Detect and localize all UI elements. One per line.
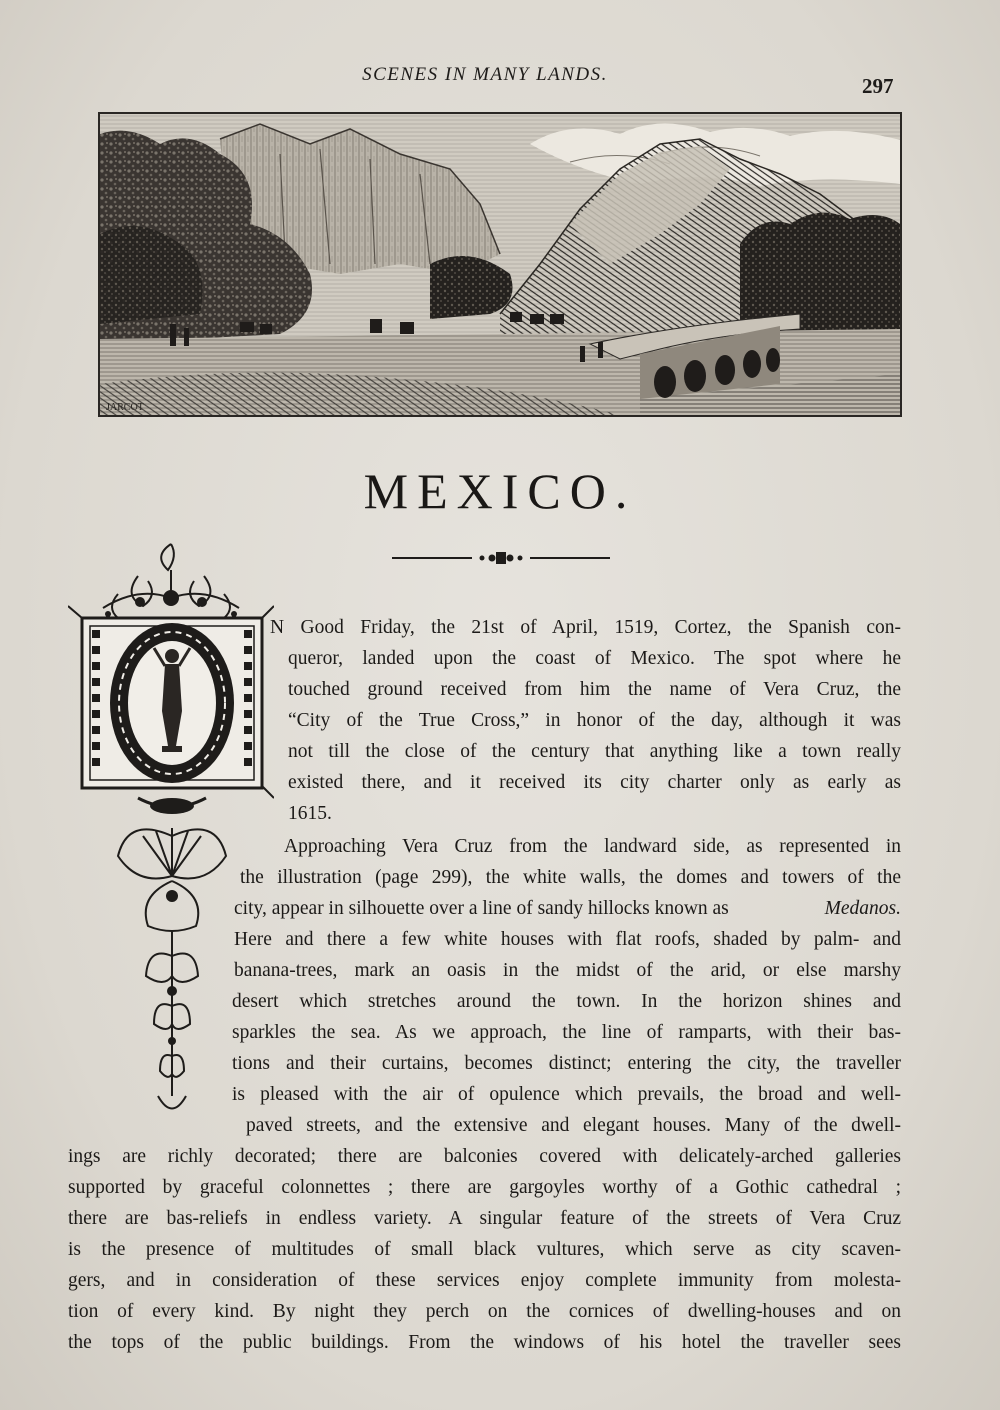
text-line: tions and their curtains, becomes distinct; entering the city, the traveller <box>232 1053 901 1074</box>
ornamental-rule <box>392 548 610 568</box>
text-line: “City of the True Cross,” in honor of the day, although it was <box>288 710 901 731</box>
text-line: banana-trees, mark an oasis in the midst of the arid, or else marshy <box>234 960 901 981</box>
text-line: the illustration (page 299), the white walls, the domes and towers of the <box>240 867 901 888</box>
text-span: city, appear in silhouette over a line of sandy hillocks known as <box>234 898 729 919</box>
text-line: Here and there a few white houses with flat roofs, shaded by palm- and <box>234 929 901 950</box>
text-line: existed there, and it received its city charter only as early as <box>288 772 901 793</box>
text-line: touched ground received from him the name of Vera Cruz, the <box>288 679 901 700</box>
text-line: desert which stretches around the town. In the horizon shines and <box>232 991 901 1012</box>
text-line: supported by graceful colonnettes ; there are gargoyles worthy of a Gothic cathedral ; <box>68 1177 901 1198</box>
running-head: SCENES IN MANY LANDS. <box>362 64 608 85</box>
text-line: sparkles the sea. As we approach, the line of ramparts, with their bas- <box>232 1022 901 1043</box>
text-line: the tops of the public buildings. From the windows of his hotel the traveller sees <box>68 1332 901 1353</box>
text-line: N Good Friday, the 21st of April, 1519, Cortez, the Spanish con- <box>270 617 901 638</box>
engraving-art <box>100 114 900 415</box>
text-line <box>234 898 901 920</box>
text-line: ings are richly decorated; there are balconies covered with delicately-arched galleries <box>68 1146 901 1167</box>
text-line: paved streets, and the extensive and elegant houses. Many of the dwell- <box>246 1115 901 1136</box>
text-line: gers, and in consideration of these services enjoy complete immunity from molesta- <box>68 1270 901 1291</box>
engraver-signature: JARCOT <box>106 402 144 413</box>
page-number: 297 <box>862 74 894 98</box>
text-line: 1615. <box>288 803 332 824</box>
text-line: there are bas-reliefs in endless variety. A singular feature of the streets of Vera Cruz <box>68 1208 901 1229</box>
text-line: is pleased with the air of opulence which prevails, the broad and well- <box>232 1084 901 1105</box>
italic-term: Medanos. <box>824 898 901 919</box>
landscape-engraving <box>98 112 902 417</box>
text-line: not till the close of the century that anything like a town really <box>288 741 901 762</box>
text-line: queror, landed upon the coast of Mexico. The spot where he <box>288 648 901 669</box>
text-line: tion of every kind. By night they perch on the cornices of dwelling-houses and on <box>68 1301 901 1322</box>
chapter-title: MEXICO. <box>363 463 637 519</box>
text-line: Approaching Vera Cruz from the landward side, as represented in <box>284 836 901 857</box>
text-line: is the presence of multitudes of small black vultures, which serve as city scaven- <box>68 1239 901 1260</box>
